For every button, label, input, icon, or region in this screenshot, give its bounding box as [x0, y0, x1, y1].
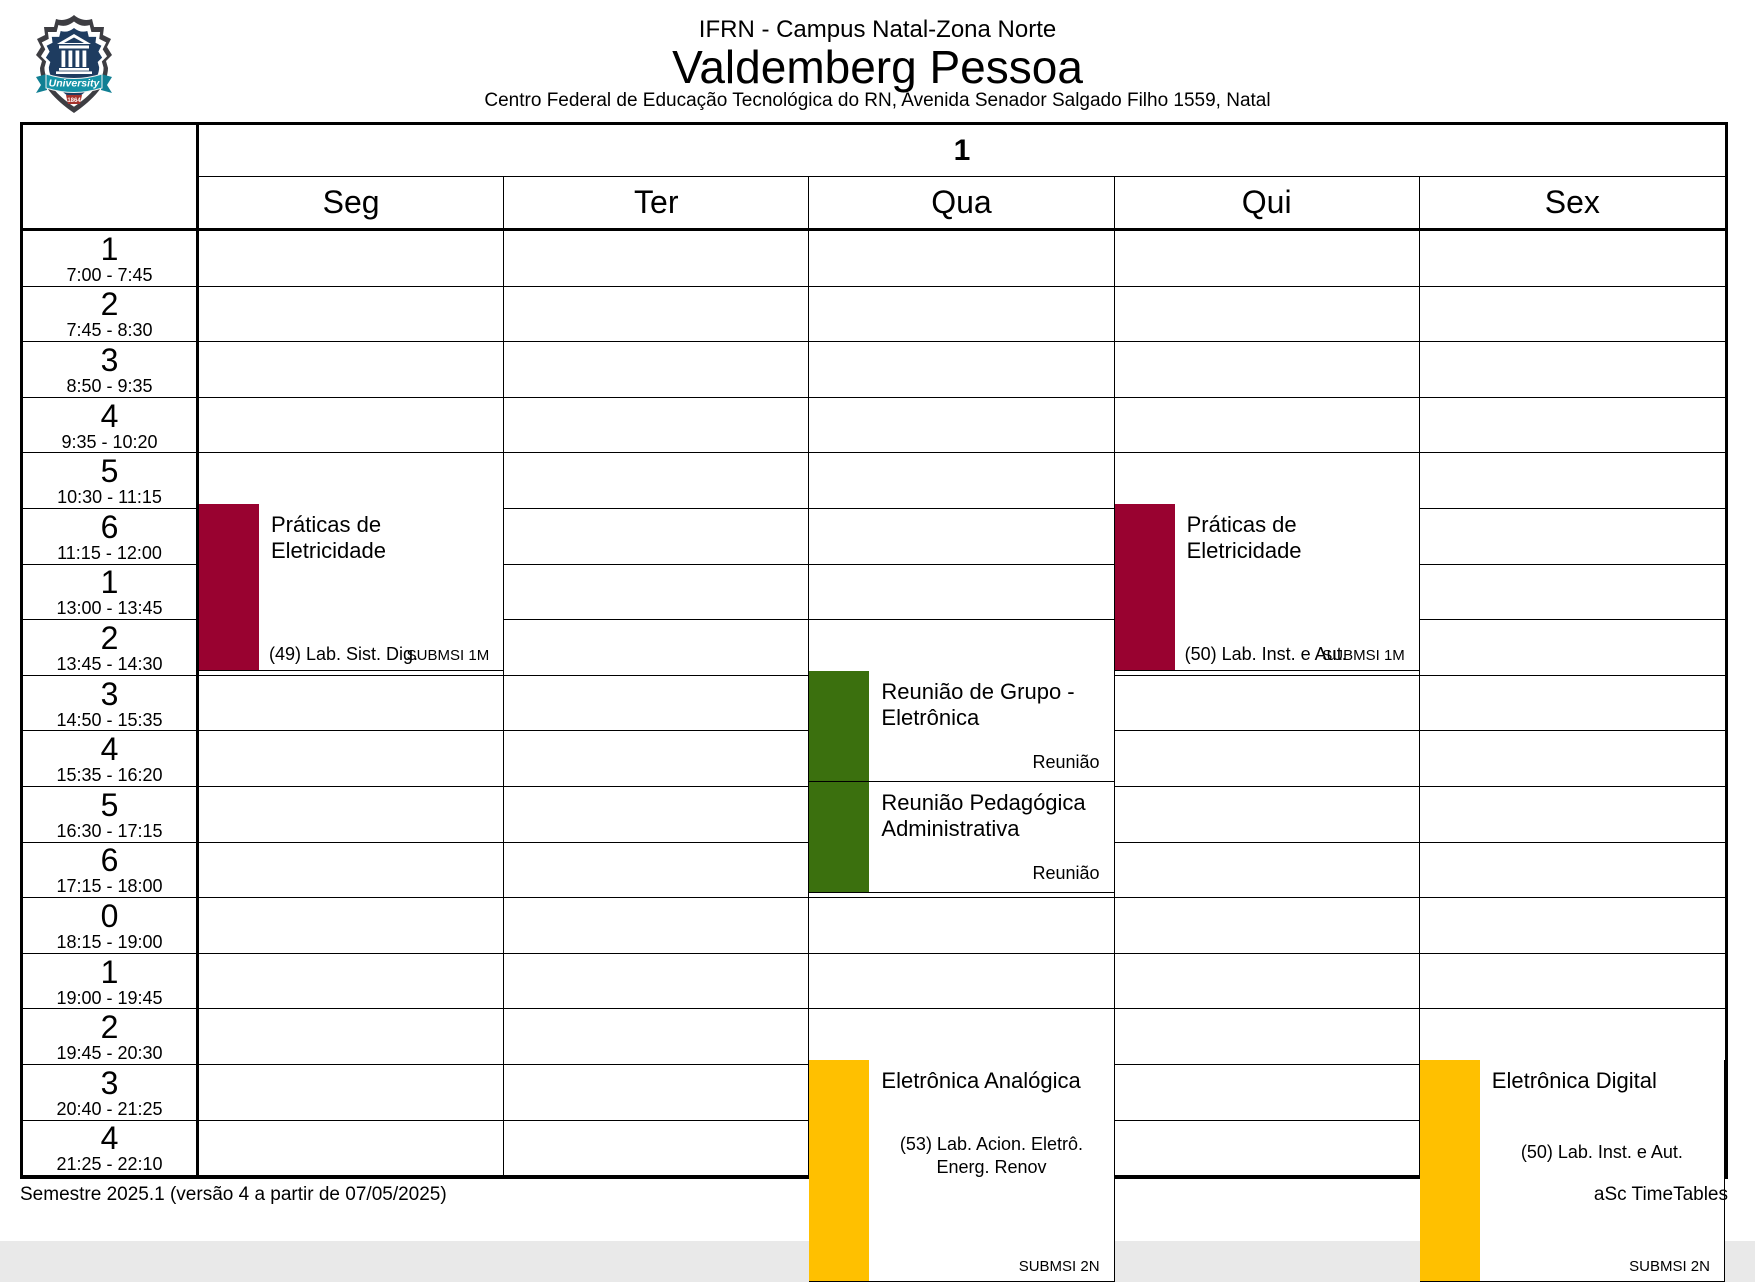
- period-number: 2: [100, 286, 119, 323]
- day-cell-sex: [1420, 787, 1725, 843]
- period-cell: [23, 676, 199, 732]
- day-cell-qua: [809, 509, 1114, 565]
- day-cell-seg: [199, 398, 504, 454]
- day-cell-seg: [199, 342, 504, 398]
- event-title: Eletrônica Analógica: [881, 1067, 1081, 1093]
- day-cell-ter: [504, 342, 809, 398]
- day-cell-seg: [199, 231, 504, 287]
- day-cell-sex: [1420, 954, 1725, 1010]
- day-cell-sex: [1420, 565, 1725, 621]
- day-cell-sex: [1420, 342, 1725, 398]
- event-color-bar: [809, 782, 869, 892]
- day-cell-ter: [504, 843, 809, 899]
- event-color-bar: [1115, 504, 1175, 670]
- period-cell: [23, 954, 199, 1010]
- day-cell-ter: [504, 453, 809, 509]
- event-reuniao-pedagogica: [809, 782, 1114, 893]
- day-cell-qua: [809, 565, 1114, 621]
- period-number: 3: [100, 675, 119, 712]
- period-time-range: 21:25 - 22:10: [56, 1154, 163, 1175]
- period-number: 3: [100, 341, 119, 378]
- day-cell-qua: [809, 287, 1114, 343]
- day-cell-sex: [1420, 453, 1725, 509]
- period-cell: [23, 565, 199, 621]
- period-cell: [23, 787, 199, 843]
- period-time-range: 14:50 - 15:35: [56, 709, 163, 730]
- day-cell-ter: [504, 231, 809, 287]
- day-cell-qui: [1115, 342, 1420, 398]
- day-cell-seg: [199, 954, 504, 1010]
- event-room: (50) Lab. Inst. e Aut.: [1520, 1141, 1683, 1162]
- day-cell-seg: [199, 1121, 504, 1177]
- day-header-ter: Ter: [504, 177, 809, 228]
- footer: [20, 1184, 1728, 1206]
- day-cell-qua: [809, 954, 1114, 1010]
- day-cell-ter: [504, 787, 809, 843]
- event-title: Reunião de Grupo - Eletrônica: [881, 678, 1075, 730]
- day-cell-ter: [504, 565, 809, 621]
- event-color-bar: [199, 504, 259, 670]
- logo-banner-text: University: [48, 77, 100, 90]
- period-number: 6: [100, 508, 119, 545]
- event-color-bar: [1420, 1060, 1480, 1281]
- day-cell-ter: [504, 676, 809, 732]
- day-cell-ter: [504, 509, 809, 565]
- period-number: 4: [100, 731, 119, 768]
- day-cell-qua: [809, 453, 1114, 509]
- event-eletronica-digital: [1420, 1060, 1725, 1282]
- period-number: 1: [100, 230, 119, 267]
- period-time-range: 11:15 - 12:00: [57, 542, 162, 563]
- day-cell-qui: [1115, 676, 1420, 732]
- day-cell-qui: [1115, 398, 1420, 454]
- corner-cell: [23, 125, 199, 228]
- day-cell-seg: [199, 787, 504, 843]
- event-room: (53) Lab. Acion. Eletrô. Energ. Renov: [899, 1134, 1084, 1177]
- day-cell-seg: [199, 287, 504, 343]
- day-header-seg: Seg: [199, 177, 504, 228]
- event-room: (50) Lab. Inst. e Aut.: [1184, 643, 1347, 664]
- period-time-range: 8:50 - 9:35: [66, 375, 153, 396]
- day-cell-qua: [809, 620, 1114, 676]
- period-number: 1: [100, 953, 119, 990]
- day-cell-sex: [1420, 287, 1725, 343]
- day-cell-qua: [809, 342, 1114, 398]
- day-cell-ter: [504, 1121, 809, 1177]
- day-cell-seg: [199, 843, 504, 899]
- event-title: Reunião Pedagógica Administrativa: [881, 789, 1086, 841]
- day-cell-qui: [1115, 843, 1420, 899]
- day-header-qua: Qua: [809, 177, 1114, 228]
- day-cell-ter: [504, 620, 809, 676]
- event-color-bar: [809, 1060, 869, 1281]
- period-number: 5: [100, 453, 119, 490]
- event-reuniao-grupo-eletronica: [809, 671, 1114, 782]
- footer-semester: Semestre 2025.1 (versão 4 a partir de 07/05/2025): [20, 1184, 447, 1205]
- event-class-group: SUBMSI 2N: [1629, 1258, 1710, 1276]
- period-cell: [23, 1009, 199, 1065]
- period-cell: [23, 342, 199, 398]
- period-cell: [23, 453, 199, 509]
- period-time-range: 17:15 - 18:00: [56, 876, 163, 897]
- day-cell-seg: [199, 676, 504, 732]
- day-cell-sex: [1420, 1009, 1725, 1065]
- day-cell-qui: [1115, 731, 1420, 787]
- day-cell-seg: [199, 1065, 504, 1121]
- period-cell: [23, 287, 199, 343]
- institution-title: IFRN - Campus Natal-Zona Norte: [698, 16, 1057, 43]
- period-number: 2: [100, 619, 119, 656]
- event-title: Eletrônica Digital: [1491, 1067, 1657, 1093]
- period-number: 0: [100, 897, 119, 934]
- day-cell-qua: [809, 1009, 1114, 1065]
- day-cell-sex: [1420, 398, 1725, 454]
- day-cell-sex: [1420, 231, 1725, 287]
- footer-app-name: aSc TimeTables: [1593, 1184, 1728, 1205]
- day-cell-ter: [504, 954, 809, 1010]
- day-cell-qui: [1115, 954, 1420, 1010]
- day-cell-seg: [199, 731, 504, 787]
- day-cell-seg: [199, 453, 504, 509]
- day-cell-qui: [1115, 1065, 1420, 1121]
- period-time-range: 19:45 - 20:30: [56, 1043, 163, 1064]
- period-cell: [23, 898, 199, 954]
- timetable-header: [23, 125, 1725, 231]
- day-cell-qui: [1115, 287, 1420, 343]
- day-cell-ter: [504, 1009, 809, 1065]
- event-note: Reunião: [1032, 751, 1100, 772]
- day-cell-ter: [504, 1065, 809, 1121]
- day-cell-sex: [1420, 898, 1725, 954]
- period-time-range: 13:00 - 13:45: [56, 598, 163, 619]
- period-cell: [23, 1121, 199, 1177]
- event-class-group: SUBMSI 2N: [1018, 1258, 1100, 1276]
- event-color-bar: [809, 671, 869, 781]
- day-cell-qua: [809, 231, 1114, 287]
- period-cell: [23, 843, 199, 899]
- page-title: Valdemberg Pessoa: [672, 41, 1083, 93]
- day-cell-seg: [199, 1009, 504, 1065]
- day-cell-qui: [1115, 787, 1420, 843]
- period-time-range: 13:45 - 14:30: [56, 653, 163, 674]
- day-cell-sex: [1420, 676, 1725, 732]
- period-time-range: 16:30 - 17:15: [56, 820, 163, 841]
- period-number: 1: [100, 564, 119, 601]
- logo-year-text: 1864: [67, 97, 81, 104]
- period-number: 6: [100, 842, 119, 879]
- period-time-range: 19:00 - 19:45: [56, 987, 163, 1008]
- period-number: 5: [100, 786, 119, 823]
- period-cell: [23, 509, 199, 565]
- day-cell-ter: [504, 731, 809, 787]
- period-cell: [23, 620, 199, 676]
- day-cell-sex: [1420, 620, 1725, 676]
- day-cell-qua: [809, 898, 1114, 954]
- group-header: 1: [199, 125, 1725, 177]
- day-cell-qui: [1115, 898, 1420, 954]
- day-header-qui: Qui: [1115, 177, 1420, 228]
- day-cell-qui: [1115, 453, 1420, 509]
- day-cell-qui: [1115, 1121, 1420, 1177]
- period-time-range: 9:35 - 10:20: [61, 431, 158, 452]
- event-note: Reunião: [1032, 862, 1100, 883]
- period-cell: [23, 231, 199, 287]
- event-class-group: SUBMSI 1M: [1322, 646, 1405, 664]
- day-cell-ter: [504, 898, 809, 954]
- event-praticas-eletricidade-qui: [1115, 504, 1420, 671]
- day-cell-sex: [1420, 731, 1725, 787]
- event-eletronica-analogica: [809, 1060, 1114, 1282]
- event-title: Práticas de Eletricidade: [1186, 511, 1302, 563]
- period-time-range: 10:30 - 11:15: [57, 487, 162, 508]
- period-time-range: 7:45 - 8:30: [66, 320, 153, 341]
- period-time-range: 18:15 - 19:00: [56, 931, 163, 952]
- period-number: 2: [100, 1009, 119, 1046]
- day-cell-ter: [504, 287, 809, 343]
- day-cell-sex: [1420, 509, 1725, 565]
- event-title: Práticas de Eletricidade: [271, 511, 386, 563]
- day-cell-qua: [809, 398, 1114, 454]
- period-cell: [23, 731, 199, 787]
- event-class-group: SUBMSI 1M: [406, 646, 490, 664]
- day-cell-qui: [1115, 1009, 1420, 1065]
- event-praticas-eletricidade-seg: [199, 504, 504, 671]
- day-cell-ter: [504, 398, 809, 454]
- day-cell-seg: [199, 898, 504, 954]
- day-header-sex: Sex: [1544, 184, 1600, 220]
- event-room: (49) Lab. Sist. Dig.: [269, 643, 419, 664]
- period-time-range: 15:35 - 16:20: [56, 765, 163, 786]
- period-number: 3: [100, 1064, 119, 1101]
- period-number: 4: [100, 397, 119, 434]
- period-cell: [23, 1065, 199, 1121]
- day-cell-sex: [1420, 843, 1725, 899]
- period-time-range: 7:00 - 7:45: [66, 264, 153, 285]
- day-cell-qui: [1115, 231, 1420, 287]
- period-time-range: 20:40 - 21:25: [56, 1098, 163, 1119]
- institution-address: Centro Federal de Educação Tecnológica do RN, Avenida Senador Salgado Filho 1559, Natal: [484, 90, 1271, 111]
- period-number: 4: [100, 1120, 119, 1157]
- period-cell: [23, 398, 199, 454]
